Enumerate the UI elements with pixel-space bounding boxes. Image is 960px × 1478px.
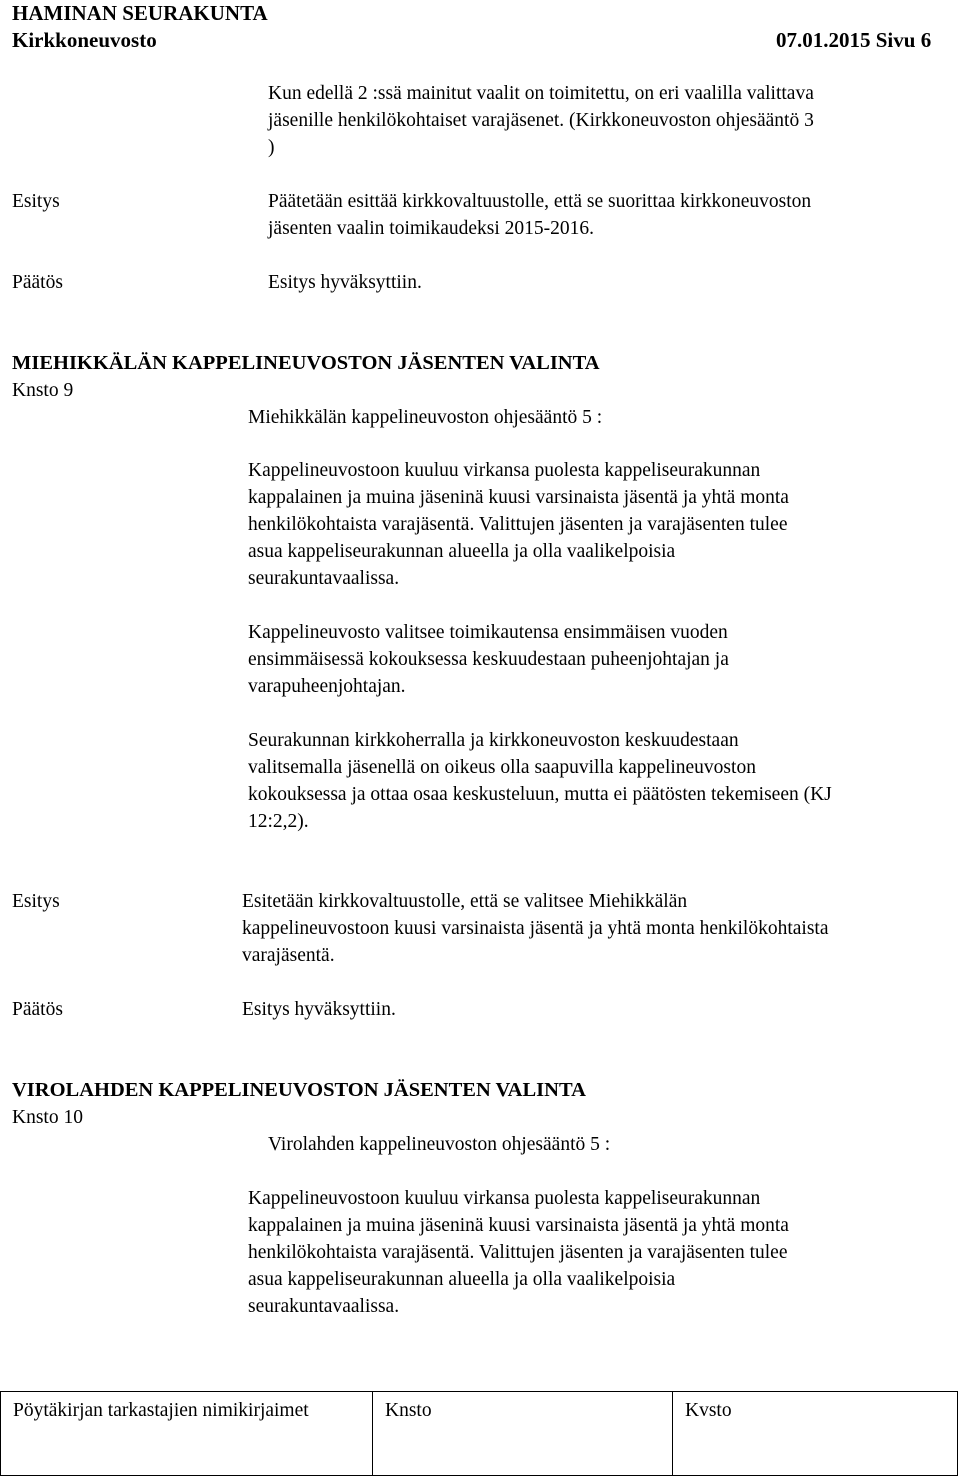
paragraph-line: kappalainen ja muina jäseninä kuusi varsinaista jäsentä ja yhtä monta: [248, 487, 789, 508]
paatos-text: Esitys hyväksyttiin.: [242, 999, 396, 1020]
footer-kvsto-cell: [673, 1392, 957, 1475]
esitys-line: kappelineuvostoon kuusi varsinaista jäsentä ja yhtä monta henkilökohtaista: [242, 918, 829, 939]
rule-paragraph: [248, 619, 729, 700]
signature-footer: [0, 1391, 958, 1476]
paragraph-line: asua kappeliseurakunnan alueella ja olla vaalikelpoisia: [248, 1269, 676, 1290]
paragraph-line: valitsemalla jäsenellä on oikeus olla saapuvilla kappelineuvoston: [248, 757, 756, 778]
esitys-line: jäsenten vaalin toimikaudeksi 2015-2016.: [268, 218, 595, 239]
paatos-text: Esitys hyväksyttiin.: [268, 272, 422, 293]
paragraph-line: Kappelineuvostoon kuuluu virkansa puolesta kappeliseurakunnan: [248, 1188, 761, 1209]
section-number-text: Knsto 9: [12, 380, 74, 401]
paragraph-line: ensimmäisessä kokouksessa keskuudestaan puheenjohtajan ja: [248, 649, 729, 670]
paragraph-line: henkilökohtaista varajäsentä. Valittujen jäsenten ja varajäsenten tulee: [248, 514, 788, 535]
esitys-label: Esitys: [12, 891, 60, 912]
paatos-label: Päätös: [12, 999, 63, 1020]
intro-paragraph: [268, 80, 814, 161]
esitys-line: Esitetään kirkkovaltuustolle, että se valitsee Miehikkälän: [242, 891, 688, 912]
esitys-text: [268, 188, 811, 242]
paragraph-line: asua kappeliseurakunnan alueella ja olla vaalikelpoisia: [248, 541, 676, 562]
footer-knsto-cell: [373, 1392, 673, 1475]
rule-paragraph: [248, 457, 789, 592]
esitys-line: varajäsentä.: [242, 945, 335, 966]
rule-heading: Miehikkälän kappelineuvoston ohjesääntö 5 :: [248, 407, 603, 428]
rule-paragraph: [248, 1185, 789, 1320]
section-title: VIROLAHDEN KAPPELINEUVOSTON JÄSENTEN VALINTA: [12, 1079, 586, 1101]
esitys-label: Esitys: [12, 191, 60, 212]
paragraph-line: seurakuntavaalissa.: [248, 1296, 400, 1317]
paragraph-line: kappalainen ja muina jäseninä kuusi varsinaista jäsentä ja yhtä monta: [248, 1215, 789, 1236]
rule-heading: Virolahden kappelineuvoston ohjesääntö 5 :: [268, 1134, 611, 1155]
esitys-line: Päätetään esittää kirkkovaltuustolle, että se suorittaa kirkkoneuvoston: [268, 191, 812, 212]
knsto-label: Knsto: [385, 1400, 432, 1421]
organization-name: HAMINAN SEURAKUNTA: [12, 1, 268, 25]
kvsto-label: Kvsto: [685, 1400, 732, 1421]
paragraph-line: seurakuntavaalissa.: [248, 568, 400, 589]
board-name: Kirkkoneuvosto: [12, 28, 157, 52]
paragraph-line: Seurakunnan kirkkoherralla ja kirkkoneuvoston keskuudestaan: [248, 730, 739, 751]
intro-line: jäsenille henkilökohtaiset varajäsenet. (Kirkkoneuvoston ohjesääntö 3: [268, 110, 814, 131]
paragraph-line: Kappelineuvostoon kuuluu virkansa puolesta kappeliseurakunnan: [248, 460, 761, 481]
esitys-text: [242, 888, 829, 969]
rule-paragraph: [248, 727, 832, 835]
section-number-text: Knsto 10: [12, 1107, 83, 1128]
paragraph-line: kokouksessa ja ottaa osaa keskusteluun, mutta ei päätösten tekemiseen (KJ: [248, 784, 832, 805]
paragraph-line: Kappelineuvosto valitsee toimikautensa ensimmäisen vuoden: [248, 622, 728, 643]
paragraph-line: 12:2,2).: [248, 811, 309, 832]
section-number: [12, 1104, 83, 1131]
section-title: MIEHIKKÄLÄN KAPPELINEUVOSTON JÄSENTEN VALINTA: [12, 352, 600, 374]
section-number: [12, 377, 73, 404]
signatures-label: Pöytäkirjan tarkastajien nimikirjaimet: [13, 1400, 309, 1421]
intro-line: Kun edellä 2 :ssä mainitut vaalit on toimitettu, on eri vaalilla valittava: [268, 83, 814, 104]
intro-line: ): [268, 137, 275, 158]
footer-signatures-cell: [1, 1392, 373, 1475]
date-and-page: 07.01.2015 Sivu 6: [776, 28, 932, 52]
paatos-label: Päätös: [12, 272, 63, 293]
paragraph-line: henkilökohtaista varajäsentä. Valittujen jäsenten ja varajäsenten tulee: [248, 1242, 788, 1263]
paragraph-line: varapuheenjohtajan.: [248, 676, 406, 697]
